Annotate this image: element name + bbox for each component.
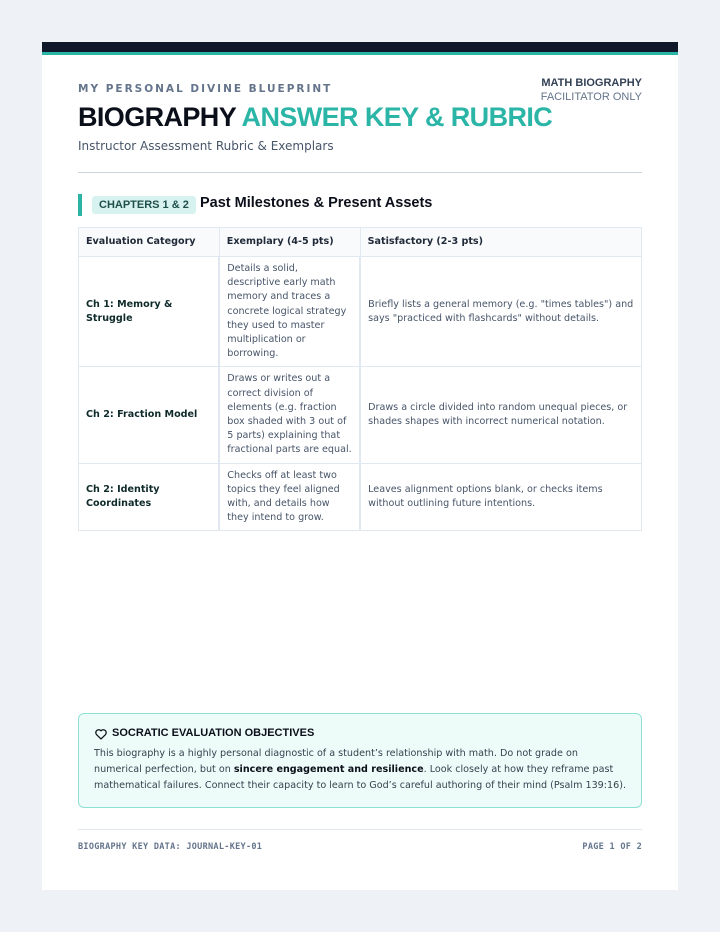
top-accent-bar (42, 52, 678, 55)
footer-reference: BIOGRAPHY KEY DATA: JOURNAL-KEY-01 (78, 842, 263, 852)
table-row (79, 463, 642, 531)
table-row (79, 257, 642, 367)
callout-emphasis: sincere engagement and resilience (233, 764, 424, 775)
tag-title: MATH BIOGRAPHY (541, 77, 642, 89)
column-header: Evaluation Category (79, 228, 220, 257)
table-row (79, 367, 642, 463)
title-accent: ANSWER KEY & RUBRIC (241, 102, 553, 132)
callout-header (94, 726, 626, 740)
rubric-table (78, 227, 642, 531)
satisfactory-cell: Briefly lists a general memory (e.g. "times tables") and says "practiced with flashcards" without details. (360, 257, 641, 367)
exemplary-cell: Checks off at least two topics they feel aligned with, and details how they intend to grow. (219, 463, 360, 531)
callout-body (94, 746, 626, 794)
page-number: PAGE 1 OF 2 (582, 842, 642, 852)
section-header (78, 194, 642, 216)
exemplary-cell: Details a solid, descriptive early math memory and traces a concrete logical strategy they used to master multiplication or borrowing. (219, 257, 360, 367)
page-subtitle: Instructor Assessment Rubric & Exemplars (78, 139, 334, 153)
heart-icon (94, 726, 108, 740)
exemplary-cell: Draws or writes out a correct division of elements (e.g. fraction box shaded with 3 out of 5 parts) explaining that fractional parts are equal. (219, 367, 360, 463)
document-page (42, 42, 678, 890)
footer-divider (78, 829, 642, 830)
column-header: Satisfactory (2-3 pts) (360, 228, 641, 257)
chapter-chip: CHAPTERS 1 & 2 (92, 196, 196, 214)
callout-text: . Look closely at how they reframe past mathematical failures. Connect their capacity to learn to God’s careful authoring of their mind (Psalm 139:16). (94, 764, 627, 791)
header-divider (78, 172, 642, 173)
callout-text: This biography is a highly personal diagnostic of a student’s relationship with math. Do not grade on numerical perfection, but on (94, 748, 578, 775)
column-header: Exemplary (4-5 pts) (219, 228, 360, 257)
satisfactory-cell: Draws a circle divided into random unequal pieces, or shades shapes with incorrect numerical notation. (360, 367, 641, 463)
section-title: Past Milestones & Present Assets (200, 195, 433, 211)
document-tag (541, 77, 642, 103)
callout-title: SOCRATIC EVALUATION OBJECTIVES (112, 727, 315, 739)
category-cell: Ch 2: Fraction Model (79, 367, 220, 463)
section-accent-bar (78, 194, 82, 216)
tag-subtitle: FACILITATOR ONLY (540, 91, 642, 103)
evaluation-callout (78, 713, 642, 808)
satisfactory-cell: Leaves alignment options blank, or checks items without outlining future intentions. (360, 463, 641, 531)
category-cell: Ch 1: Memory & Struggle (79, 257, 220, 367)
page-title (78, 102, 552, 133)
top-bar (42, 42, 678, 52)
eyebrow-label: MY PERSONAL DIVINE BLUEPRINT (78, 83, 333, 95)
title-dark: BIOGRAPHY (78, 102, 236, 132)
category-cell: Ch 2: Identity Coordinates (79, 463, 220, 531)
table-header-row (79, 228, 642, 257)
